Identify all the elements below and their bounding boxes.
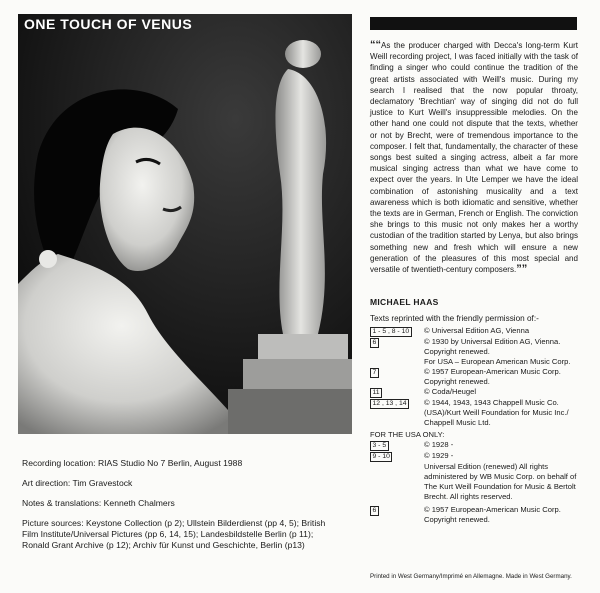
track-codes: 1 - 5 , 8 - 10 bbox=[370, 327, 412, 337]
usa-heading: FOR THE USA ONLY: bbox=[370, 430, 445, 439]
permission-row bbox=[370, 337, 585, 357]
art-direction: Art direction: Tim Gravestock bbox=[22, 478, 133, 488]
permission-text: © Coda/Heugel bbox=[424, 387, 477, 396]
permission-text: © 1944, 1943, 1943 Chappell Music Co. (USA)/Kurt Weill Foundation for Music Inc./ Chappell Music Ltd. bbox=[424, 398, 569, 427]
permission-row bbox=[370, 326, 585, 337]
credits-section bbox=[22, 458, 342, 560]
cover-photo-panel bbox=[18, 14, 352, 434]
permission-text: © 1957 European-American Music Corp. Copyright renewed. bbox=[424, 367, 561, 386]
recording-location: Recording location: RIAS Studio No 7 Berlin, August 1988 bbox=[22, 458, 243, 468]
permission-row bbox=[370, 462, 585, 502]
track-codes: 11 bbox=[370, 388, 382, 398]
permission-text: © 1929 - bbox=[424, 451, 454, 460]
notes-translations: Notes & translations: Kenneth Chalmers bbox=[22, 498, 175, 508]
track-codes: 3 - 5 bbox=[370, 441, 389, 451]
permission-row bbox=[370, 398, 585, 428]
portrait-photo bbox=[18, 14, 352, 434]
track-codes: 6 bbox=[370, 338, 379, 348]
permission-text: Universal Edition (renewed) All rights administered by WB Music Corp. on behalf of The Kurt Weill Foundation for Music & Bertolt Brecht. All rights reserved. bbox=[424, 462, 577, 501]
header-bar bbox=[370, 17, 577, 30]
quote-close-mark: ”” bbox=[516, 263, 528, 276]
track-codes: 9 - 10 bbox=[370, 452, 392, 462]
track-codes: 6 bbox=[370, 506, 379, 516]
track-codes: 12 , 13 , 14 bbox=[370, 399, 409, 409]
quote-text: As the producer charged with Decca's long-term Kurt Weill recording project, I was faced initially with the task of finding a singer who could continue the tradition of the great artists associated with Weill's music. During my search I realised that the now popular throaty, declamatory 'Brechtian' way of singing did not do full justice to Kurt Weill's insuppressible melodies. On the other hand one could not dispute that the texts, whether or not by Brecht, were of tremendous importance to the composer. I felt that, fundamentally, the character of these songs best suited a singing actress, albeit a far more musical singing actress than what we have come to expect over the years. In Ute Lemper we have the ideal combination of astonishing musicality and a text awareness which is both idiomatic and sensitive, whether the texts are in German, French or English. The conviction she brings to this music not only makes her a worthy custodian of the tradition started by Lenya, but also brings something new and fresh which will ensure a new generation of the pleasures of this most special and versatile of twentieth-century composers. bbox=[370, 41, 578, 275]
permission-text: © 1928 - bbox=[424, 440, 454, 449]
printed-notice: Printed in West Germany/Imprimé en Allemagne. Made in West Germany. bbox=[370, 573, 572, 580]
picture-sources: Picture sources: Keystone Collection (p 2); Ullstein Bilderdienst (pp 4, 5); British Film Institute/Universal Pictures (pp 6, 14, 15); Landesbildstelle Berlin (p 11); Ronald Grant Archive (p 12); Archiv für Kunst und Geschichte, Berlin (p13) bbox=[22, 518, 326, 550]
permission-text: © 1957 European-American Music Corp. Copyright renewed. bbox=[424, 505, 561, 524]
permission-row bbox=[370, 357, 585, 367]
permissions-list bbox=[370, 326, 585, 525]
permission-text: © Universal Edition AG, Vienna bbox=[424, 326, 530, 335]
permission-row bbox=[370, 505, 585, 525]
permissions-intro: Texts reprinted with the friendly permission of:- bbox=[370, 314, 539, 323]
permission-row bbox=[370, 387, 585, 398]
permission-row bbox=[370, 440, 585, 451]
quote-author: MICHAEL HAAS bbox=[370, 297, 439, 307]
producer-quote bbox=[370, 40, 578, 275]
permission-row bbox=[370, 367, 585, 387]
quote-open-mark: ““ bbox=[370, 39, 381, 51]
permission-text: For USA – European American Music Corp. bbox=[424, 357, 571, 366]
permission-text: © 1930 by Universal Edition AG, Vienna. Copyright renewed. bbox=[424, 337, 561, 356]
album-title: ONE TOUCH OF VENUS bbox=[24, 16, 193, 32]
permission-row bbox=[370, 451, 585, 462]
track-codes: 7 bbox=[370, 368, 379, 378]
